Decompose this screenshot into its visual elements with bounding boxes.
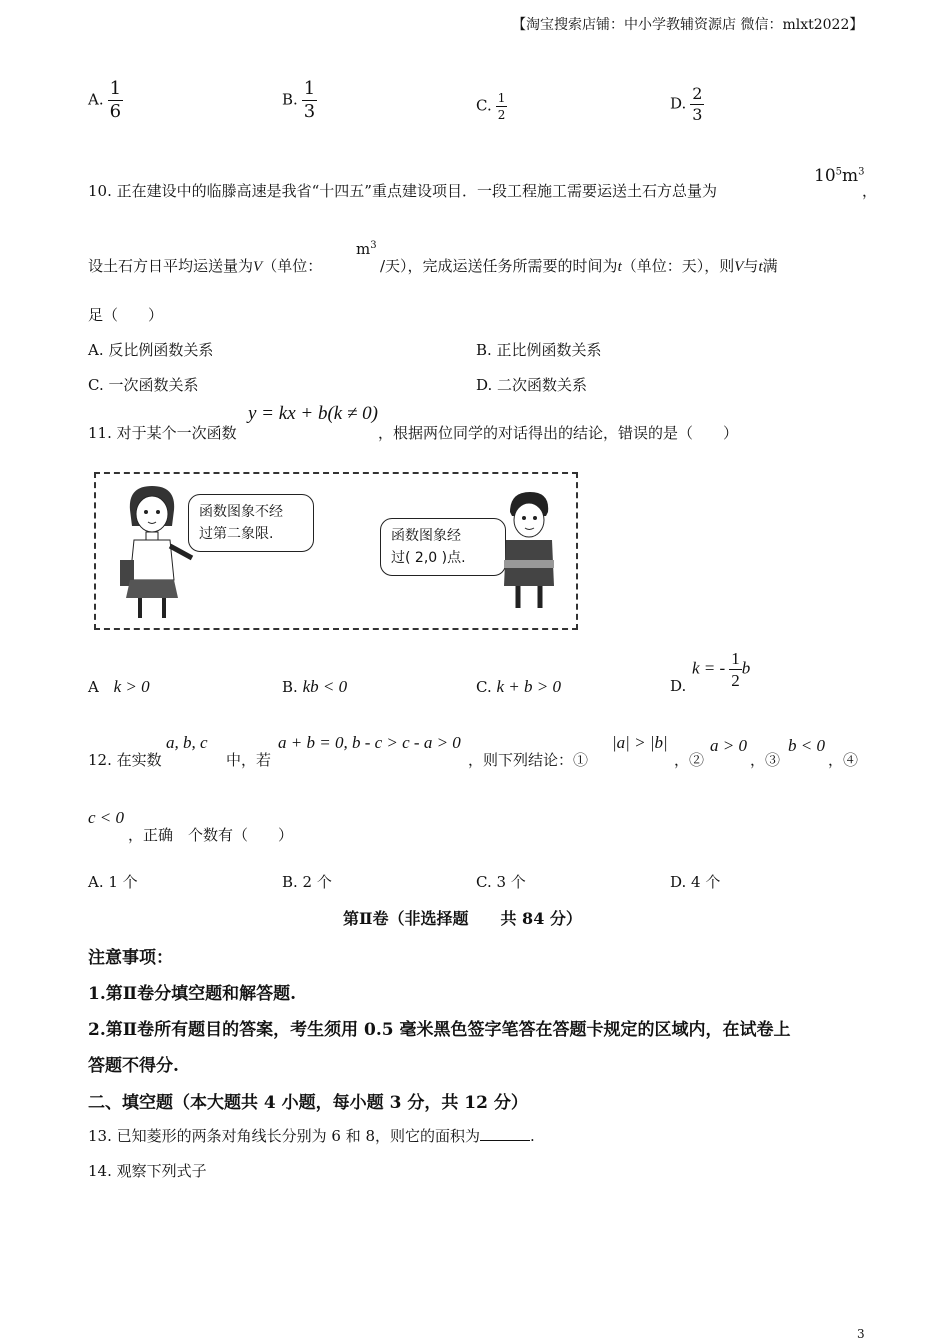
q12-text-b: 中，若 — [226, 751, 272, 769]
q10-line2: 设土石方日平均运送量为V（单位： — [88, 257, 323, 275]
q10-line1: 10. 正在建设中的临滕高速是我省“十四五”重点建设项目．一段工程施工需要运送土石方总量为 — [88, 182, 717, 200]
fraction: $\frac{1}{6}$ — [109, 78, 122, 122]
q10-option-b: B. 正比例函数关系 — [476, 341, 602, 359]
fraction: $\frac{2}{3}$ — [692, 84, 703, 124]
q14: 14. 观察下列式子 — [88, 1162, 207, 1180]
q10-option-a: A. 反比例函数关系 — [88, 341, 214, 359]
notice-title: 注意事项： — [88, 948, 173, 968]
q11-option-a: A k > 0 — [88, 677, 150, 696]
q10-total-volume: $10^5m^3$ — [814, 166, 865, 186]
page-number: 3 — [857, 1327, 865, 1341]
q10-option-d: D. 二次函数关系 — [476, 376, 588, 394]
answer-blank — [480, 1126, 530, 1141]
option-label: B. — [282, 90, 298, 109]
q12-vars: a, b, c — [166, 733, 208, 752]
q9-option-b — [282, 80, 317, 121]
q10-unit: $m^3$ — [356, 240, 377, 258]
notice-2a: 2.第Ⅱ卷所有题目的答案，考生须用 0.5 毫米黑色签字笔答在答题卡规定的区域内，在试卷上 — [88, 1020, 791, 1040]
q12-conclusion-4: c < 0 — [88, 808, 125, 827]
q9-option-c — [476, 92, 507, 121]
q12-option-b: B. 2 个 — [282, 873, 332, 891]
option-label: C. — [476, 96, 492, 115]
q12-sep-3: ，③ — [750, 751, 781, 769]
q9-option-a — [88, 80, 123, 121]
notice-2b: 答题不得分. — [88, 1056, 179, 1076]
q11-text: 11. 对于某个一次函数 — [88, 424, 237, 442]
section-fill-in: 二、填空题（本大题共 4 小题，每小题 3 分，共 12 分） — [88, 1093, 528, 1113]
q9-option-d — [670, 86, 704, 123]
q13: 13. 已知菱形的两条对角线长分别为 6 和 8，则它的面积为 . — [88, 1127, 535, 1145]
girl-figure — [108, 480, 198, 624]
q12-text-d: ，正确 个数有（ ） — [128, 826, 294, 844]
q11-text-end: ，根据两位同学的对话得出的结论，错误的是（ ） — [378, 424, 739, 442]
q12-conclusion-2: a > 0 — [710, 736, 747, 755]
q11-option-d-label: D. — [670, 677, 687, 695]
q12-condition: a + b = 0, b - c > c - a > 0 — [278, 733, 461, 752]
page-header: 【淘宝搜索店铺：中小学教辅资源店 微信：mlxt2022】 — [512, 17, 864, 33]
q10-option-c: C. 一次函数关系 — [88, 376, 199, 394]
q11-option-d-expr: k = - $\frac{1}{2}$ b — [692, 649, 751, 690]
dialogue-illustration — [94, 472, 578, 630]
q12-sep-4: ，④ — [828, 751, 859, 769]
q10-line1-end: ， — [862, 182, 878, 200]
part2-title: 第Ⅱ卷（非选择题 共 84 分） — [343, 909, 582, 928]
option-label: D. — [670, 94, 687, 113]
girl-speech-bubble: 函数图象不经 过第二象限. — [188, 494, 314, 552]
q12-conclusion-3: b < 0 — [788, 736, 825, 755]
q12-option-d: D. 4 个 — [670, 873, 721, 891]
q12-sep-2: ，② — [674, 751, 705, 769]
q11-option-c: C. k + b > 0 — [476, 677, 561, 696]
q12-option-c: C. 3 个 — [476, 873, 526, 891]
q11-option-b: B. kb < 0 — [282, 677, 348, 696]
fraction: $\frac{1}{3}$ — [303, 78, 316, 122]
q10-line2-rest: /天），完成运送任务所需要的时间为t（单位：天），则V与t满 — [380, 257, 778, 275]
boy-figure — [494, 490, 564, 610]
notice-1: 1.第Ⅱ卷分填空题和解答题. — [88, 984, 296, 1004]
fraction: $\frac{1}{2}$ — [497, 91, 506, 122]
q10-line3: 足（ ） — [88, 306, 164, 324]
q11-formula: y = kx + b(k ≠ 0) — [248, 403, 378, 424]
q12-option-a: A. 1 个 — [88, 873, 138, 891]
q12-text: 12. 在实数 — [88, 751, 162, 769]
q12-text-c: ，则下列结论：① — [468, 751, 589, 769]
q12-conclusion-1: |a| > |b| — [612, 733, 668, 752]
boy-speech-bubble: 函数图象经 过( 2,0 )点. — [380, 518, 506, 576]
option-label: A. — [88, 90, 104, 109]
